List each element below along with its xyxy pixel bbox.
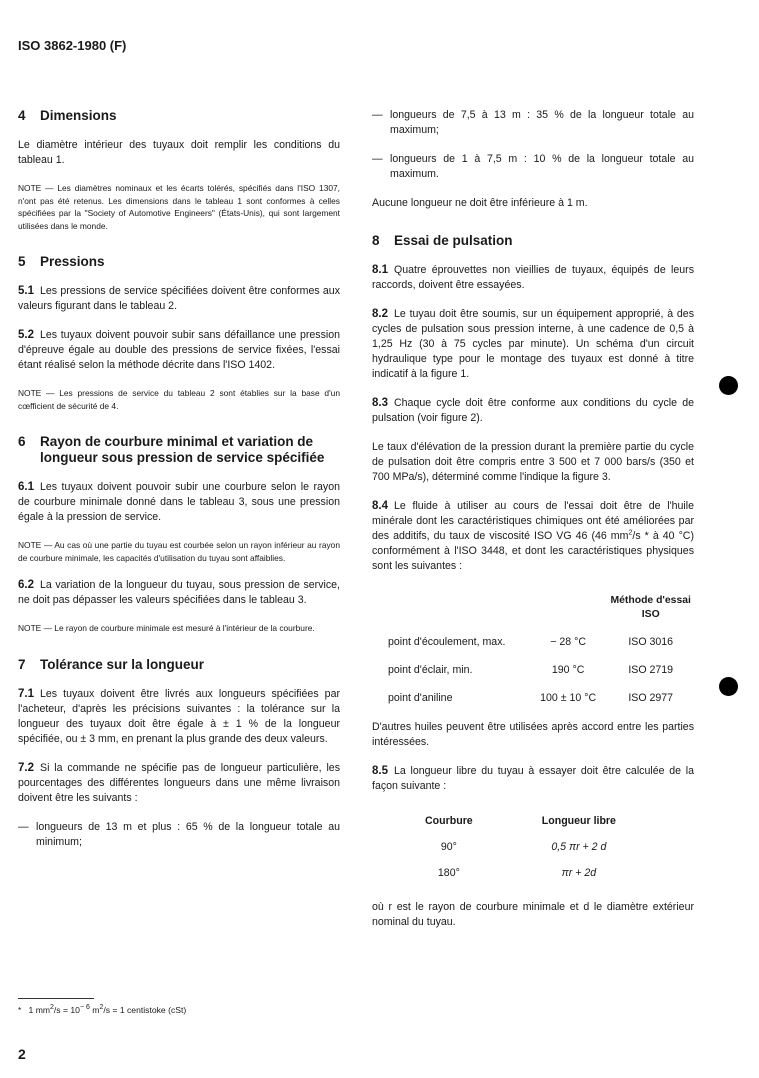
method-column-header: Méthode d'essai ISO [610,595,691,620]
paragraph-7-2: 7.2 Si la commande ne spécifie pas de longueur particulière, les pourcentages des différentes longueurs dans une même livraison doivent être les suivants : [18,761,340,804]
other-oils-statement: D'autres huiles peuvent être utilisées après accord entre les parties intéressées. [372,721,694,748]
left-column [18,108,340,864]
table-row: 90° 0,5 πr + 2 d [440,841,607,853]
paragraph-5-2: 5.2 Les tuyaux doivent pouvoir subir sans défaillance une pression d'épreuve égale au double des pressions de service fixées, l'essai étant réalisé selon la méthode décrite dans l'ISO 1402. [18,329,340,371]
page-number: 2 [18,1046,26,1062]
table-row: point d'éclair, min. 190 °C ISO 2719 [388,664,674,676]
margin-change-marker [719,376,738,395]
paragraph-8-5: 8.5 La longueur libre du tuyau à essayer doit être calculée de la façon suivante : [372,765,694,792]
table-row: point d'aniline 100 ± 10 °C ISO 2977 [388,692,674,704]
length-item-1: — longueurs de 13 m et plus : 65 % de la longueur totale au minimum; [18,820,340,848]
section-8-heading: 8 Essai de pulsation [372,233,513,248]
section-7-heading: 7 Tolérance sur la longueur [18,656,205,672]
paragraph-6-1: 6.1 Les tuyaux doivent pouvoir subir une courbure selon le rayon de courbure minimale donné dans le tableau 3, sous une pression égale à la pression de service. [18,481,340,523]
paragraph-6-2: 6.2 La variation de la longueur du tuyau, sous pression de service, ne doit pas dépasser les valeurs spécifiées dans le tableau 3. [18,579,340,606]
paragraph-8-1: 8.1 Quatre éprouvettes non vieillies de tuyaux, équipés de leurs raccords, doivent être essayées. [372,264,694,291]
table-row: point d'écoulement, max. − 28 °C ISO 3016 [388,636,674,648]
section-6-note-1: NOTE — Au cas où une partie du tuyau est courbée selon un rayon inférieur au rayon de courbure minimale, les capacités d'utilisation du tuyau sont affaiblies. [18,540,340,563]
paragraph-8-3: 8.3 Chaque cycle doit être conforme aux conditions du cycle de pulsation (voir figure 2). [372,397,694,424]
paragraph-8-3-rate: Le taux d'élévation de la pression durant la première partie du cycle de pulsation doit être compris entre 3 500 et 7 000 bars/s (350 et 700 MPa/s), déterminé comme l'indique la figure 3. [372,441,694,483]
right-column [372,108,694,944]
paragraph-7-1: 7.1 Les tuyaux doivent être livrés aux longueurs spécifiées par l'acheteur, d'après les précisions suivantes : la tolérance sur la longueur des tuyaux doit être égale à ± 1 % de la longueur spécifiée, ou ± 3 mm, en prenant la plus grande des deux valeurs. [18,687,340,745]
footnote-rule [18,998,94,999]
section-4-note: NOTE — Les diamètres nominaux et les écarts tolérés, spécifiés dans l'ISO 1307, n'ont pas été retenus. Les dimensions dans le tableau 1 sont conformes à celles spécifiées par la "Society of Automotive Engineers" (États-Unis), qui sont largement utilisées dans le monde. [18,183,340,231]
free-length-table: Courbure Longueur libre 90° 0,5 πr + 2 d 180° πr + 2d [398,808,658,886]
paragraph-8-2: 8.2 Le tuyau doit être soumis, sur un équipement approprié, à des cycles de pulsation sous pression interne, à une cadence de 0,5 à 1,25 Hz (30 à 75 cycles par minute). Un schéma d'un circuit hydraulique type pour le montage des tuyaux est donné à titre indicatif à la figure 1. [372,308,694,380]
section-4-heading: 4 Dimensions [18,108,117,123]
section-5-heading: 5 Pressions [18,254,105,269]
margin-change-marker [719,677,738,696]
paragraph-5-1: 5.1 Les pressions de service spécifiées doivent être conformes aux valeurs figurant dans le tableau 2. [18,285,340,312]
section-4-paragraph: Le diamètre intérieur des tuyaux doit remplir les conditions du tableau 1. [18,139,340,166]
length-item-2: — longueurs de 7,5 à 13 m : 35 % de la longueur totale au maximum; [372,109,694,136]
section-5-note: NOTE — Les pressions de service du tableau 2 sont établies sur la base d'un cœfficient de sécurité de 4. [18,388,340,411]
length-item-3: — longueurs de 1 à 7,5 m : 10 % de la longueur totale au maximum. [372,153,694,180]
footnote: * 1 $mm^2/s = 10^{- 6}$ $m^2/s = 1$ centistoke (cSt) [18,1004,187,1015]
symbol-definition: où r est le rayon de courbure minimale et d le diamètre extérieur nominal du tuyau. [372,901,694,928]
length-minimum-statement: Aucune longueur ne doit être inférieure à 1 m. [372,197,588,209]
table-row: 180° πr + 2d [437,867,597,879]
paragraph-8-4: 8.4 Le fluide à utiliser au cours de l'essai doit être de l'huile minérale dont les caractéristiques chimiques ont été améliorées par des additifs, du taux de viscosité ISO VG 46 (46 $mm^2/s$ * à 40 °C) conformément à l'ISO 3448, et dont les caractéristiques physiques sont les suivantes : [372,500,694,572]
section-6-note-2: NOTE — Le rayon de courbure minimale est mesuré à l'intérieur de la courbure. [18,623,315,633]
section-6-heading: 6 Rayon de courbure minimal et variation de longueur sous pression de service spécifiée [18,434,325,465]
document-header: ISO 3862-1980 (F) [18,38,127,53]
oil-properties-table [372,588,692,712]
